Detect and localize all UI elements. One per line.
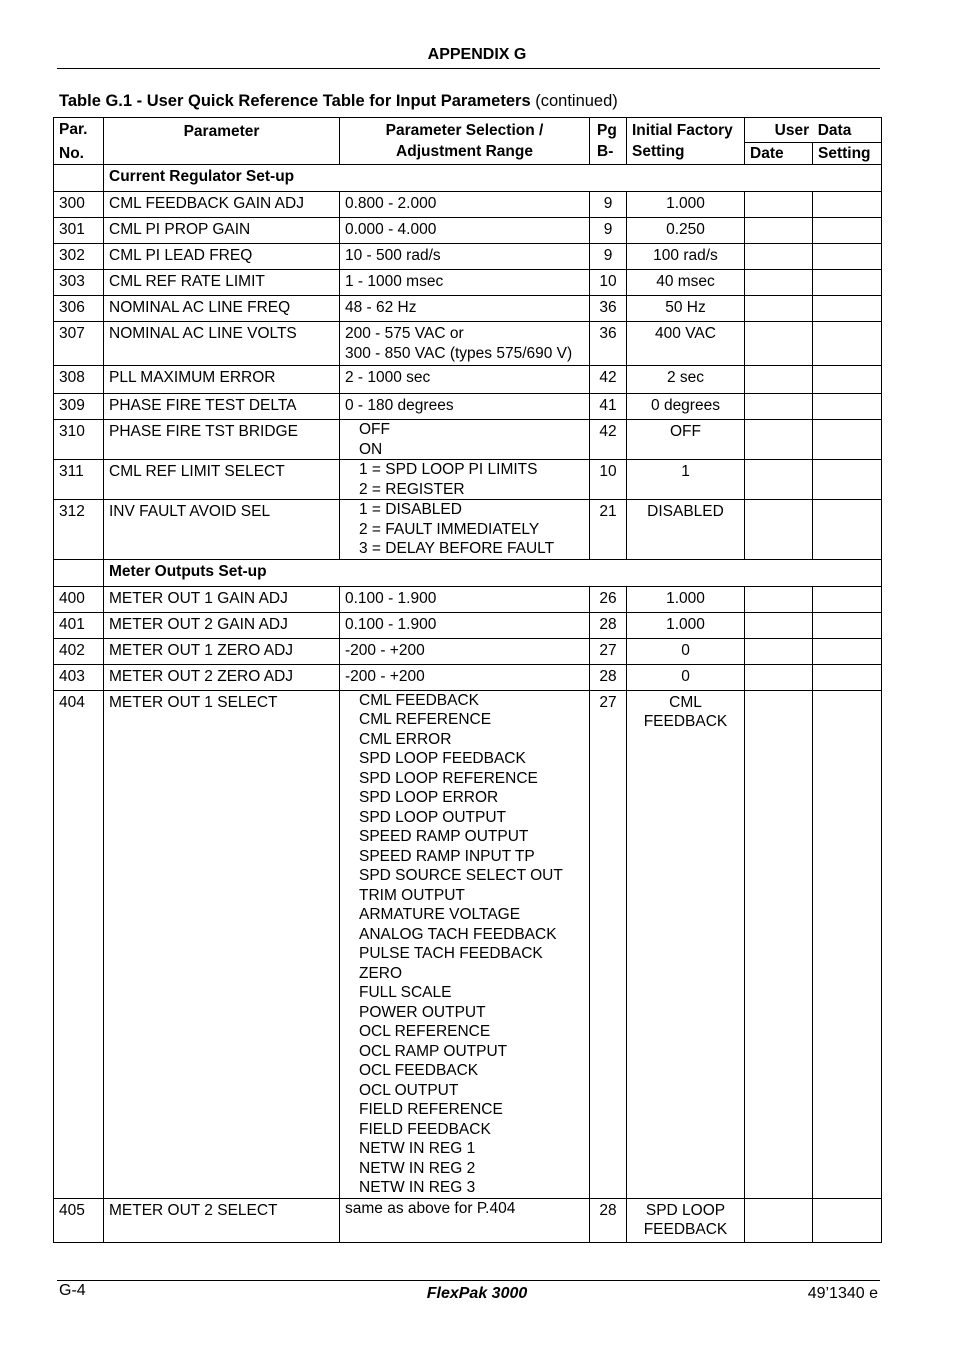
param-name: CML REF RATE LIMIT <box>104 270 340 296</box>
param-factory <box>627 270 745 296</box>
param-name: METER OUT 1 GAIN ADJ <box>104 586 340 612</box>
param-range-line: NETW IN REG 2 <box>359 1159 476 1177</box>
param-factory-line: SPD LOOP <box>645 1201 726 1219</box>
param-name: PLL MAXIMUM ERROR <box>104 366 340 394</box>
param-page: 28 <box>590 612 627 638</box>
param-range-line: 2 = REGISTER <box>359 480 465 498</box>
parameter-row <box>54 218 882 244</box>
user-setting-cell <box>813 366 882 394</box>
param-factory-line: FEEDBACK <box>643 713 728 730</box>
param-factory-line: 0 <box>681 667 690 685</box>
param-factory-line: FEEDBACK <box>643 1221 728 1238</box>
param-range-line: 1 - 1000 msec <box>345 273 444 290</box>
param-factory <box>627 586 745 612</box>
param-factory <box>627 296 745 322</box>
param-range-line: SPD LOOP OUTPUT <box>359 808 506 826</box>
param-factory-line: 0.250 <box>666 221 705 238</box>
param-factory-line: OFF <box>670 423 701 440</box>
col-parameter: Parameter <box>104 118 340 165</box>
param-range-line: CML ERROR <box>359 730 452 748</box>
user-date-cell <box>745 192 813 218</box>
param-number: 301 <box>54 218 104 244</box>
param-page: 27 <box>590 690 627 1198</box>
user-setting-cell <box>813 394 882 420</box>
parameter-row <box>54 244 882 270</box>
page-header: APPENDIX G <box>427 46 527 63</box>
param-page: 9 <box>590 218 627 244</box>
param-name: METER OUT 2 GAIN ADJ <box>104 612 340 638</box>
param-page: 9 <box>590 244 627 270</box>
param-range-line: 0.800 - 2.000 <box>345 195 437 212</box>
col-pg <box>590 118 627 165</box>
caption-continued: (continued) <box>530 92 618 110</box>
user-setting-cell <box>813 690 882 1198</box>
param-factory <box>627 420 745 460</box>
user-setting-cell <box>813 586 882 612</box>
param-range-line: 10 - 500 rad/s <box>345 247 441 264</box>
user-date-cell <box>745 366 813 394</box>
header-rule <box>57 68 880 69</box>
param-range <box>340 460 590 500</box>
param-factory-line: 0 degrees <box>651 397 720 414</box>
param-factory-line: 1.000 <box>666 195 705 212</box>
param-range-line: 1 = DISABLED <box>359 501 462 518</box>
col-pg-line2: B- <box>597 143 614 160</box>
param-range <box>340 296 590 322</box>
param-number: 308 <box>54 366 104 394</box>
param-name: CML REF LIMIT SELECT <box>104 460 340 500</box>
param-range <box>340 612 590 638</box>
param-number: 405 <box>54 1198 104 1242</box>
param-range-line: NETW IN REG 1 <box>359 1140 476 1157</box>
param-number: 300 <box>54 192 104 218</box>
param-factory-line: 2 sec <box>666 369 705 386</box>
parameter-row <box>54 1198 882 1242</box>
user-setting-cell <box>813 296 882 322</box>
user-date-cell <box>745 638 813 664</box>
param-range <box>340 420 590 460</box>
param-factory <box>627 612 745 638</box>
user-setting-cell <box>813 244 882 270</box>
param-range <box>340 1198 590 1242</box>
param-name: CML FEEDBACK GAIN ADJ <box>104 192 340 218</box>
param-range-line: OCL OUTPUT <box>359 1081 459 1099</box>
param-range-line: OCL RAMP OUTPUT <box>359 1042 508 1060</box>
param-name: PHASE FIRE TEST DELTA <box>104 394 340 420</box>
param-page: 28 <box>590 1198 627 1242</box>
param-range-line: TRIM OUTPUT <box>359 886 465 904</box>
param-page: 42 <box>590 420 627 460</box>
param-factory <box>627 638 745 664</box>
param-page: 21 <box>590 500 627 560</box>
param-factory <box>627 500 745 560</box>
param-range-line: NETW IN REG 3 <box>359 1179 476 1196</box>
param-range <box>340 192 590 218</box>
param-range <box>340 394 590 420</box>
param-page: 10 <box>590 270 627 296</box>
user-date-cell <box>745 322 813 366</box>
param-range <box>340 500 590 560</box>
param-number: 302 <box>54 244 104 270</box>
param-range-line: 1 = SPD LOOP PI LIMITS <box>359 461 538 478</box>
col-par-no-line2: No. <box>59 145 84 162</box>
col-factory-line2: Setting <box>632 143 685 160</box>
user-date-cell <box>745 460 813 500</box>
param-range-line: FULL SCALE <box>359 984 452 1001</box>
col-selection <box>340 118 590 165</box>
param-range-line: 0.000 - 4.000 <box>345 221 437 238</box>
user-date-cell <box>745 664 813 690</box>
param-range-line: 0 - 180 degrees <box>345 397 454 414</box>
user-setting-cell <box>813 664 882 690</box>
param-range-line: 2 = FAULT IMMEDIATELY <box>359 520 540 538</box>
parameter-row <box>54 664 882 690</box>
table-caption <box>59 92 618 111</box>
param-range-line: 48 - 62 Hz <box>345 299 417 316</box>
param-factory <box>627 1198 745 1242</box>
param-range <box>340 690 590 1198</box>
param-name: NOMINAL AC LINE VOLTS <box>104 322 340 366</box>
param-factory <box>627 192 745 218</box>
param-number: 403 <box>54 664 104 690</box>
caption-title: Table G.1 - User Quick Reference Table for Input Parameters <box>59 92 531 110</box>
parameter-table <box>53 117 882 1243</box>
param-number: 402 <box>54 638 104 664</box>
parameter-row <box>54 638 882 664</box>
param-range-line: ANALOG TACH FEEDBACK <box>359 925 557 943</box>
param-page: 36 <box>590 296 627 322</box>
user-setting-cell <box>813 192 882 218</box>
param-page: 27 <box>590 638 627 664</box>
param-range-line: CML REFERENCE <box>359 711 492 728</box>
param-range-line: ARMATURE VOLTAGE <box>359 906 521 923</box>
section-row-current <box>54 165 882 192</box>
param-range-line: POWER OUTPUT <box>359 1003 486 1021</box>
user-setting-cell <box>813 460 882 500</box>
param-range-line: 3 = DELAY BEFORE FAULT <box>359 540 555 557</box>
param-page: 26 <box>590 586 627 612</box>
param-name: METER OUT 1 SELECT <box>104 690 340 1198</box>
param-page: 36 <box>590 322 627 366</box>
document-number: 49’1340 e <box>807 1285 878 1302</box>
param-range-line: ZERO <box>359 964 403 982</box>
param-range-line: ON <box>359 440 383 458</box>
col-par-no-line1: Par. <box>59 121 88 138</box>
user-setting-cell <box>813 420 882 460</box>
page-number: G-4 <box>59 1282 86 1299</box>
user-date-cell <box>745 296 813 322</box>
parameter-row <box>54 322 882 366</box>
param-page: 28 <box>590 664 627 690</box>
param-range <box>340 664 590 690</box>
param-name: NOMINAL AC LINE FREQ <box>104 296 340 322</box>
param-range-line: FIELD FEEDBACK <box>359 1120 491 1138</box>
user-setting-cell <box>813 322 882 366</box>
param-range-line: SPD LOOP FEEDBACK <box>359 750 526 767</box>
param-factory-line: 40 msec <box>656 273 715 290</box>
param-number: 306 <box>54 296 104 322</box>
param-range-line: 0.100 - 1.900 <box>345 615 437 633</box>
parameter-row <box>54 500 882 560</box>
param-factory-line: 1.000 <box>666 615 705 633</box>
parameter-row <box>54 420 882 460</box>
param-range-line: CML FEEDBACK <box>359 691 480 709</box>
param-factory-line: 400 VAC <box>655 325 716 342</box>
parameter-row <box>54 460 882 500</box>
param-factory <box>627 366 745 394</box>
param-factory <box>627 322 745 366</box>
product-name: FlexPak 3000 <box>426 1285 528 1302</box>
param-range-line: SPD SOURCE SELECT OUT <box>359 867 563 884</box>
param-factory-line: CML <box>669 693 702 711</box>
param-range-line: OCL FEEDBACK <box>359 1062 479 1079</box>
param-range <box>340 270 590 296</box>
footer-rule <box>57 1280 880 1281</box>
param-range <box>340 586 590 612</box>
user-date-cell <box>745 500 813 560</box>
param-range-line: SPEED RAMP OUTPUT <box>359 828 529 845</box>
param-range-line: -200 - +200 <box>345 641 425 659</box>
param-factory-line: 0 <box>681 641 690 659</box>
param-page: 10 <box>590 460 627 500</box>
param-range <box>340 322 590 366</box>
col-factory-line1: Initial Factory <box>632 122 733 139</box>
param-range <box>340 366 590 394</box>
user-setting-cell <box>813 638 882 664</box>
param-name: PHASE FIRE TST BRIDGE <box>104 420 340 460</box>
param-range <box>340 218 590 244</box>
col-selection-line1: Parameter Selection / <box>385 122 544 139</box>
user-date-cell <box>745 270 813 296</box>
param-factory <box>627 664 745 690</box>
param-page: 9 <box>590 192 627 218</box>
param-range-line: FIELD REFERENCE <box>359 1101 503 1118</box>
user-date-cell <box>745 586 813 612</box>
param-name: INV FAULT AVOID SEL <box>104 500 340 560</box>
param-factory-line: DISABLED <box>647 503 724 520</box>
param-range-line: PULSE TACH FEEDBACK <box>359 945 543 962</box>
param-number: 310 <box>54 420 104 460</box>
user-setting-cell <box>813 500 882 560</box>
param-range-line: OFF <box>359 421 390 438</box>
param-name: METER OUT 2 SELECT <box>104 1198 340 1242</box>
col-user-data: User Data <box>745 118 882 143</box>
param-factory <box>627 460 745 500</box>
param-factory-line: 1 <box>681 463 690 480</box>
user-date-cell <box>745 1198 813 1242</box>
parameter-row <box>54 270 882 296</box>
param-page: 42 <box>590 366 627 394</box>
param-range-line: same as above for P.404 <box>345 1199 516 1217</box>
param-range-line: 300 - 850 VAC (types 575/690 V) <box>345 344 573 362</box>
section-meter-title: Meter Outputs Set-up <box>104 559 882 586</box>
param-range-line: SPEED RAMP INPUT TP <box>359 847 535 865</box>
param-name: METER OUT 1 ZERO ADJ <box>104 638 340 664</box>
user-date-cell <box>745 218 813 244</box>
param-factory <box>627 690 745 1198</box>
param-range <box>340 244 590 270</box>
col-date: Date <box>745 142 813 164</box>
param-range-line: -200 - +200 <box>345 667 425 685</box>
param-number: 309 <box>54 394 104 420</box>
col-setting: Setting <box>813 142 882 164</box>
param-name: METER OUT 2 ZERO ADJ <box>104 664 340 690</box>
parameter-row <box>54 612 882 638</box>
param-factory-line: 1.000 <box>666 589 705 607</box>
section-current-title: Current Regulator Set-up <box>104 165 882 192</box>
param-number: 311 <box>54 460 104 500</box>
param-factory <box>627 244 745 270</box>
parameter-row <box>54 192 882 218</box>
param-range-line: 200 - 575 VAC or <box>345 325 464 342</box>
col-factory <box>627 118 745 165</box>
parameter-row <box>54 690 882 1198</box>
param-number: 307 <box>54 322 104 366</box>
col-selection-line2: Adjustment Range <box>396 143 533 160</box>
parameter-row <box>54 394 882 420</box>
param-factory <box>627 218 745 244</box>
user-setting-cell <box>813 218 882 244</box>
user-date-cell <box>745 612 813 638</box>
section-row-meter <box>54 559 882 586</box>
param-range-line: 0.100 - 1.900 <box>345 589 437 607</box>
param-range-line: 2 - 1000 sec <box>345 369 431 386</box>
parameter-row <box>54 586 882 612</box>
user-date-cell <box>745 394 813 420</box>
param-number: 400 <box>54 586 104 612</box>
param-factory-line: 100 rad/s <box>653 247 718 264</box>
col-pg-line1: Pg <box>597 122 617 139</box>
param-range-line: SPD LOOP ERROR <box>359 789 499 806</box>
param-name: CML PI PROP GAIN <box>104 218 340 244</box>
parameter-row <box>54 366 882 394</box>
param-factory-line: 50 Hz <box>665 299 706 316</box>
param-number: 401 <box>54 612 104 638</box>
user-setting-cell <box>813 270 882 296</box>
param-number: 312 <box>54 500 104 560</box>
user-date-cell <box>745 690 813 1198</box>
param-range-line: OCL REFERENCE <box>359 1023 491 1040</box>
user-setting-cell <box>813 1198 882 1242</box>
param-number: 303 <box>54 270 104 296</box>
param-range <box>340 638 590 664</box>
user-setting-cell <box>813 612 882 638</box>
param-page: 41 <box>590 394 627 420</box>
param-factory <box>627 394 745 420</box>
user-date-cell <box>745 420 813 460</box>
col-par-no <box>54 118 104 165</box>
user-date-cell <box>745 244 813 270</box>
param-number: 404 <box>54 690 104 1198</box>
parameter-row <box>54 296 882 322</box>
param-range-line: SPD LOOP REFERENCE <box>359 769 538 787</box>
param-name: CML PI LEAD FREQ <box>104 244 340 270</box>
